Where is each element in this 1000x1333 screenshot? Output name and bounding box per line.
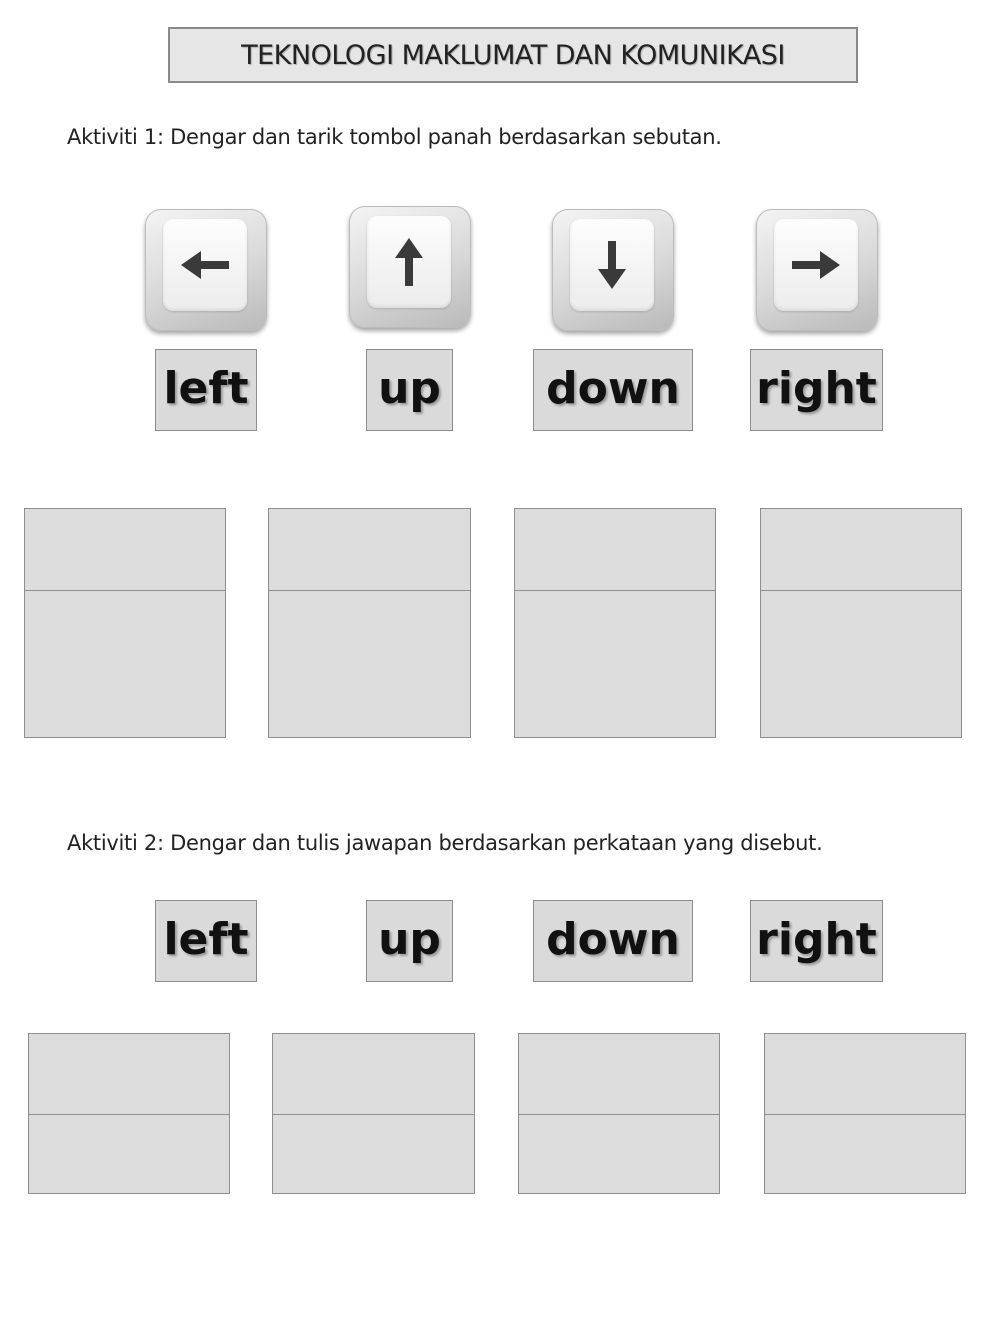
- word-tile-right-2: right: [750, 900, 883, 982]
- answer-box-3[interactable]: [518, 1033, 720, 1194]
- word-tile-right: right: [750, 349, 883, 431]
- activity2-instruction: Aktiviti 2: Dengar dan tulis jawapan berdasarkan perkataan yang disebut.: [67, 831, 823, 855]
- word-tile-down: down: [533, 349, 693, 431]
- drop-zone-2[interactable]: [268, 508, 471, 738]
- drop-zone-1[interactable]: [24, 508, 226, 738]
- key-down[interactable]: [552, 209, 674, 331]
- activity1-instruction: Aktiviti 1: Dengar dan tarik tombol panah berdasarkan sebutan.: [67, 125, 722, 149]
- drop-zone-divider: [761, 590, 961, 591]
- answer-box-divider: [29, 1114, 229, 1115]
- drop-zone-4[interactable]: [760, 508, 962, 738]
- word-tile-left: left: [155, 349, 257, 431]
- answer-box-divider: [519, 1114, 719, 1115]
- drop-zone-3[interactable]: [514, 508, 716, 738]
- drop-zone-divider: [515, 590, 715, 591]
- answer-box-2[interactable]: [272, 1033, 475, 1194]
- key-up[interactable]: [349, 206, 471, 328]
- arrow-down-icon: [582, 235, 642, 295]
- page-title: TEKNOLOGI MAKLUMAT DAN KOMUNIKASI: [168, 27, 858, 83]
- word-tile-left-2: left: [155, 900, 257, 982]
- key-left[interactable]: [145, 209, 267, 331]
- drop-zone-divider: [25, 590, 225, 591]
- arrow-left-icon: [175, 235, 235, 295]
- word-tile-down-2: down: [533, 900, 693, 982]
- answer-box-1[interactable]: [28, 1033, 230, 1194]
- word-tile-up-2: up: [366, 900, 453, 982]
- answer-box-divider: [765, 1114, 965, 1115]
- word-tile-up: up: [366, 349, 453, 431]
- answer-box-divider: [273, 1114, 474, 1115]
- arrow-right-icon: [786, 235, 846, 295]
- arrow-up-icon: [379, 232, 439, 292]
- drop-zone-divider: [269, 590, 470, 591]
- answer-box-4[interactable]: [764, 1033, 966, 1194]
- key-right[interactable]: [756, 209, 878, 331]
